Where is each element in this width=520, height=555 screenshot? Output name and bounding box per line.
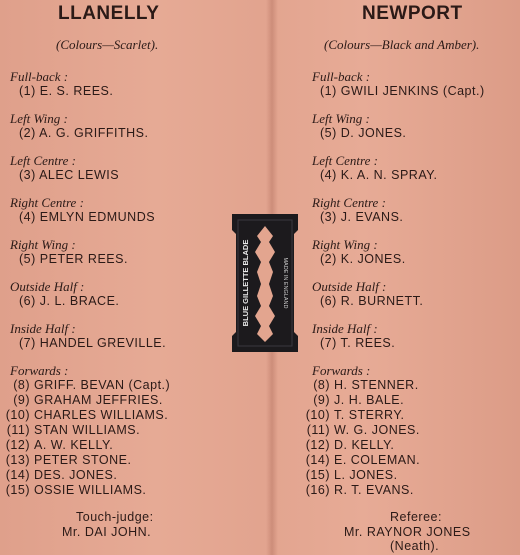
touch-judge-name: Mr. DAI JOHN. <box>62 525 152 539</box>
player-number: (10) <box>5 408 30 422</box>
player-entry <box>19 294 119 308</box>
player-number: (14) <box>5 468 30 482</box>
player-entry <box>320 126 406 140</box>
player-number: (2) <box>320 252 337 266</box>
player-number: (1) <box>320 84 337 98</box>
forward-entry <box>300 483 414 497</box>
forwards-label: Forwards : <box>312 363 371 378</box>
forwards-label: Forwards : <box>10 363 69 378</box>
player-name: W. G. JONES. <box>334 423 420 437</box>
player-entry <box>19 126 148 140</box>
player-number: (10) <box>305 408 330 422</box>
player-number: (15) <box>305 468 330 482</box>
forward-entry <box>0 483 146 497</box>
player-name: T. STERRY. <box>334 408 405 422</box>
forward-entry <box>300 378 419 392</box>
player-name: GRAHAM JEFFRIES. <box>34 393 163 407</box>
player-name: J. L. BRACE. <box>39 294 120 308</box>
team-colours: (Colours—Scarlet). <box>56 37 159 52</box>
player-name: K. A. N. SPRAY. <box>340 168 438 182</box>
position-label: Full-back : <box>10 69 69 84</box>
player-name: T. REES. <box>340 336 396 350</box>
player-name: D. JONES. <box>340 126 407 140</box>
forward-entry <box>300 453 420 467</box>
forward-entry <box>300 423 420 437</box>
referee-label: Referee: <box>390 510 442 524</box>
referee-name: Mr. RAYNOR JONES <box>344 525 471 539</box>
position-label: Left Centre : <box>312 153 378 168</box>
player-number: (14) <box>305 453 330 467</box>
player-name: PETER STONE. <box>34 453 132 467</box>
forward-entry <box>0 423 140 437</box>
player-entry <box>19 210 155 224</box>
player-entry <box>320 168 437 182</box>
player-number: (8) <box>13 378 30 392</box>
forward-entry <box>0 408 168 422</box>
player-number: (16) <box>305 483 330 497</box>
forward-entry <box>0 453 131 467</box>
position-label: Left Wing : <box>312 111 370 126</box>
player-number: (5) <box>320 126 337 140</box>
player-number: (11) <box>306 423 330 437</box>
blade-brand-text: BLUE GILLETTE BLADE <box>241 239 250 327</box>
player-name: A. G. GRIFFITHS. <box>39 126 149 140</box>
player-number: (5) <box>19 252 36 266</box>
forward-entry <box>0 468 117 482</box>
position-label: Right Centre : <box>10 195 84 210</box>
player-name: OSSIE WILLIAMS. <box>34 483 147 497</box>
player-number: (7) <box>320 336 337 350</box>
position-label: Right Wing : <box>312 237 378 252</box>
forward-entry <box>0 438 113 452</box>
player-number: (12) <box>305 438 330 452</box>
position-label: Inside Half : <box>10 321 76 336</box>
player-name: ALEC LEWIS <box>39 168 120 182</box>
position-label: Right Centre : <box>312 195 386 210</box>
player-name: K. JONES. <box>340 252 406 266</box>
player-number: (9) <box>313 393 330 407</box>
player-name: R. BURNETT. <box>340 294 424 308</box>
player-entry <box>320 84 485 98</box>
forward-entry <box>0 378 170 392</box>
player-name: D. KELLY. <box>334 438 395 452</box>
player-number: (6) <box>19 294 36 308</box>
forward-entry <box>0 393 163 407</box>
player-name: HANDEL GREVILLE. <box>39 336 167 350</box>
player-number: (6) <box>320 294 337 308</box>
position-label: Full-back : <box>312 69 371 84</box>
player-number: (12) <box>5 438 30 452</box>
position-label: Left Wing : <box>10 111 68 126</box>
position-label: Right Wing : <box>10 237 76 252</box>
player-name: GRIFF. BEVAN (Capt.) <box>34 378 171 392</box>
player-name: CHARLES WILLIAMS. <box>34 408 169 422</box>
player-name: H. STENNER. <box>334 378 419 392</box>
razor-blade-image <box>228 212 302 354</box>
player-entry <box>19 252 128 266</box>
player-name: L. JONES. <box>334 468 398 482</box>
team-name: LLANELLY <box>58 3 160 24</box>
player-number: (2) <box>19 126 36 140</box>
player-number: (4) <box>320 168 337 182</box>
team-colours: (Colours—Black and Amber). <box>324 37 480 52</box>
position-label: Outside Half : <box>312 279 387 294</box>
team-name: NEWPORT <box>362 3 463 24</box>
player-name: E. S. REES. <box>39 84 114 98</box>
newport-column <box>300 0 520 555</box>
player-number: (3) <box>320 210 337 224</box>
player-entry <box>19 336 166 350</box>
player-number: (1) <box>19 84 36 98</box>
forward-entry <box>300 468 398 482</box>
forward-entry <box>300 408 405 422</box>
position-label: Outside Half : <box>10 279 85 294</box>
position-label: Inside Half : <box>312 321 378 336</box>
forward-entry <box>300 438 394 452</box>
player-name: GWILI JENKINS (Capt.) <box>340 84 485 98</box>
player-entry <box>19 168 119 182</box>
player-number: (11) <box>6 423 30 437</box>
player-name: E. COLEMAN. <box>334 453 421 467</box>
player-name: EMLYN EDMUNDS <box>39 210 156 224</box>
player-name: PETER REES. <box>39 252 128 266</box>
player-entry <box>320 210 403 224</box>
player-number: (4) <box>19 210 36 224</box>
position-label: Left Centre : <box>10 153 76 168</box>
player-name: R. T. EVANS. <box>334 483 414 497</box>
player-name: STAN WILLIAMS. <box>34 423 141 437</box>
player-name: J. EVANS. <box>340 210 404 224</box>
touch-judge-label: Touch-judge: <box>76 510 154 524</box>
player-name: DES. JONES. <box>34 468 118 482</box>
player-entry <box>320 252 406 266</box>
player-entry <box>320 294 423 308</box>
blade-made-text: MADE IN ENGLAND <box>282 257 288 309</box>
forward-entry <box>300 393 404 407</box>
player-name: J. H. BALE. <box>334 393 405 407</box>
player-entry <box>320 336 395 350</box>
player-name: A. W. KELLY. <box>34 438 114 452</box>
player-number: (9) <box>13 393 30 407</box>
player-entry <box>19 84 113 98</box>
referee-club: (Neath). <box>390 539 440 553</box>
player-number: (15) <box>5 483 30 497</box>
player-number: (7) <box>19 336 36 350</box>
player-number: (3) <box>19 168 36 182</box>
player-number: (13) <box>5 453 30 467</box>
player-number: (8) <box>313 378 330 392</box>
